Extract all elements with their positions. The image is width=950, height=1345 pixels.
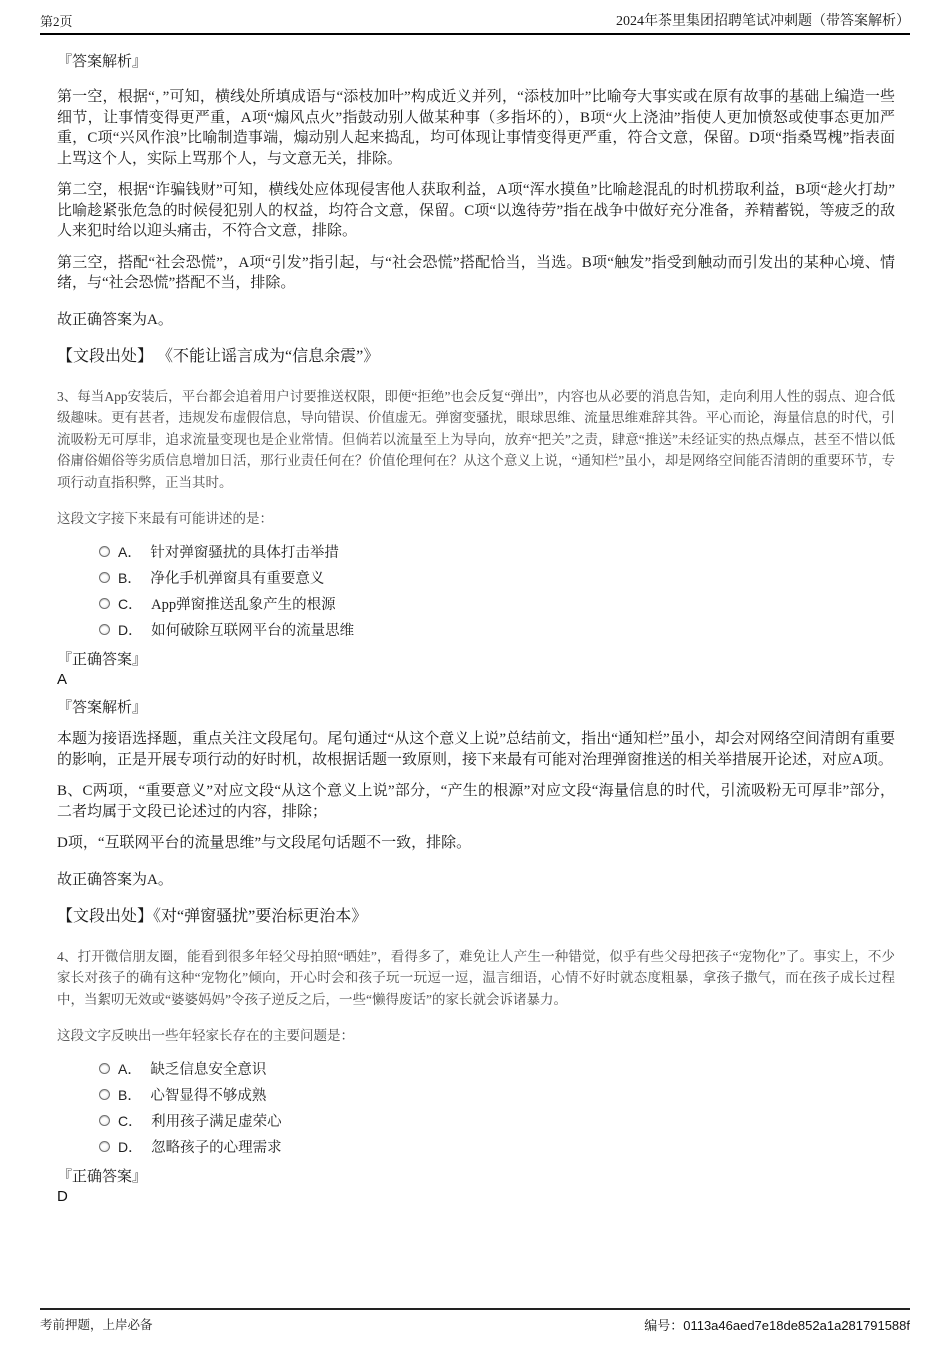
document-title: 2024年茶里集团招聘笔试冲刺题（带答案解析） — [616, 14, 910, 29]
passage-source: 【文段出处】 《不能让谣言成为“信息余震”》 — [57, 347, 380, 365]
analysis-heading: 『答案解析』 — [57, 700, 148, 716]
option-letter: D． — [118, 621, 143, 638]
option-text: 心智显得不够成熟 — [150, 1088, 267, 1104]
question-3-options — [99, 543, 895, 638]
option-text: 如何破除互联网平台的流量思维 — [151, 623, 355, 639]
option-letter: B． — [118, 569, 142, 586]
option-letter: A． — [118, 543, 142, 560]
radio-button-icon[interactable] — [99, 624, 110, 635]
page-content — [57, 50, 895, 1213]
option-row-b[interactable] — [99, 569, 895, 586]
radio-button-icon[interactable] — [99, 546, 110, 557]
radio-button-icon[interactable] — [99, 598, 110, 609]
analysis-paragraph-2: 第二空，根据“诈骗钱财”可知，横线处应体现侵害他人获取利益，A项“浑水摸鱼”比喻趁混乱的时机捞取利益，B项“趁火打劫”比喻趁紧张危急的时候侵犯别人的权益，均符合文意，保留。C项“以逸待劳”指在战争中做好充分准备，养精蓄锐，等疲乏的敌人来犯时给以迎头痛击，不符合文意，排除。 — [57, 182, 895, 239]
option-text: 利用孩子满足虚荣心 — [151, 1114, 282, 1130]
analysis-paragraph-1: 第一空，根据“，”可知，横线处所填成语与“添枝加叶”构成近义并列，“添枝加叶”比喻夸大事实或在原有故事的基础上编造一些细节，让事情变得更严重，A项“煽风点火”指鼓动别人做某种事（多指坏的），B项“火上浇油”指使人更加愤怒或使事态更加严重，C项“兴风作浪”比喻制造事端，煽动别人起来捣乱，均可体现让事情变得更严重，符合文意，保留。D项“指桑骂槐”指表面上骂这个人，实际上骂那个人，与文意无关，排除。 — [57, 89, 895, 167]
passage-source: 【文段出处】《对“弹窗骚扰”要治标更治本》 — [57, 907, 368, 925]
option-letter: D． — [118, 1138, 143, 1155]
question-3-prompt: 这段文字接下来最有可能讲述的是： — [57, 511, 273, 526]
radio-button-icon[interactable] — [99, 1089, 110, 1100]
q3-analysis-paragraph-2: B、C两项，“重要意义”对应文段“从这个意义上说”部分，“产生的根源”对应文段“海量信息的时代，引流吸粉无可厚非”部分，二者均属于文段已论述过的内容，排除； — [57, 783, 895, 820]
question-4-options — [99, 1060, 895, 1155]
analysis-paragraph-3: 第三空，搭配“社会恐慌”，A项“引发”指引起，与“社会恐慌”搭配恰当，当选。B项“触发”指受到触动而引发出的某种心境、情绪，与“社会恐慌”搭配不当，排除。 — [57, 254, 895, 291]
q3-analysis-paragraph-1: 本题为接语选择题，重点关注文段尾句。尾句通过“从这个意义上说”总结前文，指出“通知栏”虽小，却会对网络空间清朗有重要的影响，正是开展专项行动的好时机，故根据话题一致原则，接下来最有可能对治理弹窗推送的相关举措展开论述，对应A项。 — [57, 731, 895, 768]
page-footer — [40, 1308, 910, 1334]
answer-verdict: 故正确答案为A。 — [57, 871, 173, 888]
footer-code-label: 编号： — [644, 1318, 684, 1333]
option-row-b[interactable] — [99, 1086, 895, 1103]
question-4-stem: 4、打开微信朋友圈，能看到很多年轻父母拍照“晒娃”，看得多了，难免让人产生一种错觉，似乎有些父母把孩子“宠物化”了。事实上，不少家长对孩子的确有这种“宠物化”倾向，开心时会和孩子玩一玩逗一逗，温言细语，心情不好时就态度粗暴，拿孩子撒气，而在孩子成长过程中，当絮叨无效或“婆婆妈妈”令孩子逆反之后，一些“懒得废话”的家长就会诉诸暴力。 — [57, 948, 895, 1007]
footer-slogan: 考前押题，上岸必备 — [40, 1318, 153, 1332]
option-letter: C． — [118, 1112, 143, 1129]
option-text: 净化手机弹窗具有重要意义 — [150, 571, 325, 587]
radio-button-icon[interactable] — [99, 1063, 110, 1074]
option-row-d[interactable] — [99, 1138, 895, 1155]
page-header — [40, 10, 910, 35]
analysis-heading: 『答案解析』 — [57, 54, 148, 70]
option-row-a[interactable] — [99, 1060, 895, 1077]
answer-verdict: 故正确答案为A。 — [57, 311, 173, 328]
option-row-a[interactable] — [99, 543, 895, 560]
correct-answer-value: D — [57, 1188, 68, 1205]
option-letter: A． — [118, 1060, 142, 1077]
option-row-c[interactable] — [99, 595, 895, 612]
option-text: 忽略孩子的心理需求 — [151, 1140, 282, 1156]
radio-button-icon[interactable] — [99, 572, 110, 583]
option-text: 缺乏信息安全意识 — [150, 1062, 267, 1078]
question-4-prompt: 这段文字反映出一些年轻家长存在的主要问题是： — [57, 1028, 354, 1043]
option-row-d[interactable] — [99, 621, 895, 638]
option-row-c[interactable] — [99, 1112, 895, 1129]
footer-code-value: 0113a46aed7e18de852a1a281791588f — [683, 1318, 910, 1333]
correct-answer-value: A — [57, 671, 68, 688]
option-letter: B． — [118, 1086, 142, 1103]
page-number: 第2页 — [40, 14, 73, 29]
correct-answer-heading: 『正确答案』 — [57, 1169, 148, 1185]
footer-code — [644, 1315, 910, 1334]
option-text: App弹窗推送乱象产生的根源 — [151, 597, 336, 613]
option-text: 针对弹窗骚扰的具体打击举措 — [150, 545, 339, 561]
radio-button-icon[interactable] — [99, 1115, 110, 1126]
correct-answer-heading: 『正确答案』 — [57, 652, 148, 668]
q3-analysis-paragraph-3: D项，“互联网平台的流量思维”与文段尾句话题不一致，排除。 — [57, 835, 472, 851]
question-3-stem: 3、每当App安装后，平台都会追着用户讨要推送权限，即便“拒绝”也会反复“弹出”，内容也从必要的消息告知，走向利用人性的弱点、迎合低级趣味。更有甚者，违规发布虚假信息，导向错误、价值虚无。弹窗变骚扰，眼球思维、流量思维难辞其咎。平心而论，海量信息的时代，引流吸粉无可厚非，追求流量变现也是企业常情。但倘若以流量至上为导向，放弃“把关”之责，肆意“推送”未经证实的热点爆点，甚至不惜以低俗庸俗媚俗等劣质信息增加日活，那行业责任何在？价值伦理何在？从这个意义上说，“通知栏”虽小，却是网络空间能否清朗的重要环节，专项行动直指积弊，正当其时。 — [57, 388, 895, 490]
radio-button-icon[interactable] — [99, 1141, 110, 1152]
option-letter: C． — [118, 595, 143, 612]
